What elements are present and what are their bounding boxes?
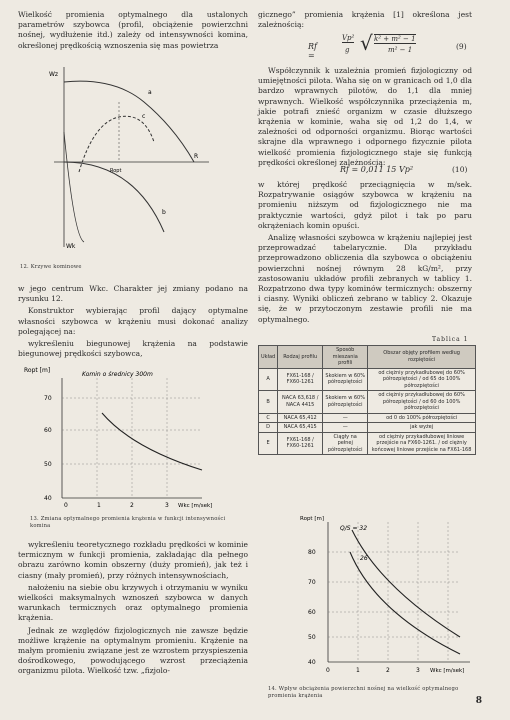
paragraph: Wielkość promienia optymalnego dla ustalonych parametrów szybowca (profil, obciążenie powierzchni nośnej, wydłużenie itd.) zależy od intensywności komina, określonej prędkością wznoszenia się mas powietrza xyxy=(18,10,248,50)
table-row: A FX61-168 / FX60-1261 Skokiem w 60% półrozpiętości od ciężniy przykadłubowej do 60% półrozpiętości / od 65 do 100% półrozpiętości xyxy=(259,368,476,391)
paragraph: Współczynnik k uzależnia promień fizjologiczny od umiejętności pilota. Waha się on w granicach od 1,0 dla bardzo wprawnych pilotów, do 1,1 dla mniej wprawnych. Wielkość współczynnika przeciążenia m, jakie potrafi znieść organizm w czasie dłuższego krążenia w kominie, waha się od 1,2 do 1,4, w zależności od odporności organizmu. Biorąc wartości skrajne dla wprawnego i odpornego fizycznie pilota wielkość promienia fizjologicznego staje się funkcją prędkości określonej zależnością: xyxy=(258,66,472,167)
fig14-ytick: 70 xyxy=(308,579,316,586)
paragraph: wykreśleniu biegunowej krążenia na podstawie biegunowej prędkości szybowca, xyxy=(18,339,248,359)
table-header: Sposób mieszania profili xyxy=(323,346,368,369)
right-column-p3 xyxy=(258,180,472,327)
paragraph: Analizę własności szybowca w krążeniu najlepiej jest przeprowadzać tabelarycznie. Dla przykładu przeprowadzono obliczenia dla szybowca o obciążeniu powierzchni nośnej równym 28 kG/m², przy zastosowaniu układów profili zebranych w tablicy 1. Rozpatrzono dwa typy kominów termicznych: obszerny i ciasny. Wyniki obliczeń zebrano w tablicy 2. Okazuje się, że w przytoczonym zestawie profili nie ma optymalnego. xyxy=(258,233,472,324)
fig13-ylabel: Ropt [m] xyxy=(24,367,51,374)
figure-14-caption: 14. Wpływ obciążenia powierzchni nośnej na wielkość optymalnego promienia krążenia xyxy=(268,686,459,699)
paragraph: wykreśleniu teoretycznego rozkładu prędkości w kominie termicznym w funkcji promienia, zakładając dla pełnego obrazu zarówno komin obszerny (duży promień), jak też i ciasny (mały promień), przy różnych intensywnościach, xyxy=(18,540,248,580)
figure-13-caption: 13. Zmiana optymalnego promienia krążenia w funkcji intensywności komina xyxy=(30,516,226,529)
table-header: Obszar objęty profilem według rozpiętości xyxy=(368,346,476,369)
left-column-bottom xyxy=(18,540,248,679)
table-row: C NACA 65,412 — od 0 do 100% półrozpiętości xyxy=(259,413,476,423)
fig13-xtick: 2 xyxy=(130,502,134,508)
fig14-xtick: 0 xyxy=(326,667,330,674)
fig14-ytick: 40 xyxy=(308,659,316,666)
paragraph: w jego centrum Wkc. Charakter jej zmiany podano na rysunku 12. xyxy=(18,284,248,304)
fig13-xlabel: Wkc [m/sek] xyxy=(178,503,213,508)
fig14-ylabel: Ropt [m] xyxy=(300,516,324,522)
fig12-label-wk: Wk xyxy=(66,243,76,250)
fig13-ytick: 60 xyxy=(44,427,52,434)
fig13-xtick: 3 xyxy=(165,502,169,508)
fig14-curve-label: 26 xyxy=(360,555,368,562)
paragraph: Jednak ze względów fizjologicznych nie zawsze będzie możliwe krążenie na optymalnym promieniu. Krążenie na małym promieniu związane jest ze wzrostem przyspieszenia dośrodkowego, powodującego wzrost przeciążenia organizmu pilota. Wielkość tzw. „fizjolo- xyxy=(18,625,248,676)
fig14-legend: Q/S = 32 xyxy=(340,525,368,532)
fig14-ytick: 60 xyxy=(308,609,316,616)
table-title: Tablica 1 xyxy=(432,336,469,343)
fig13-ytick: 70 xyxy=(44,395,52,402)
paragraph: Konstruktor wybierając profil dający optymalne własności szybowca w krążeniu musi dokonać analizy polegającej na: xyxy=(18,306,248,336)
fig14-xlabel: Wkc [m/sek] xyxy=(430,668,465,674)
table-header: Układ xyxy=(259,346,278,369)
figure-12-curves xyxy=(44,62,224,262)
left-column-mid xyxy=(18,284,248,361)
fig13-xtick: 0 xyxy=(64,502,68,508)
table-header: Rodzaj profilu xyxy=(278,346,323,369)
fig14-ytick: 80 xyxy=(308,549,316,556)
fig12-label-wz: Wz xyxy=(49,71,59,78)
fig14-xtick: 1 xyxy=(356,667,360,674)
fig12-label-c: c xyxy=(142,113,146,120)
fig12-label-r: R xyxy=(194,153,199,160)
table-row: D NACA 65,415 — jak wyżej xyxy=(259,423,476,433)
formula-10-number: (10) xyxy=(452,165,468,174)
paragraph: nałożeniu na siebie obu krzywych i otrzymaniu w wyniku wielkości maksymalnych wznoszeń szybowca w danych warunkach termicznych oraz optymalnego promienia krążenia. xyxy=(18,582,248,623)
page-number: 8 xyxy=(475,696,482,706)
table-row: B NACA 63,618 / NACA 4415 Skokiem w 60% półrozpiętości od ciężniy przykadłubowej do 60% półrozpiętości / od 60 do 100% półrozpiętości xyxy=(259,391,476,414)
right-column-top xyxy=(258,10,472,32)
fig13-ytick: 40 xyxy=(44,495,52,502)
fig12-label-ropt: Ropt xyxy=(110,168,122,174)
figure-13-chart xyxy=(22,358,227,508)
figure-12-caption: 12. Krzywe kominowe xyxy=(20,264,82,270)
fig14-xtick: 3 xyxy=(416,667,420,674)
figure-14-chart xyxy=(300,512,475,677)
paragraph: gicznego” promienia krążenia [1] określona jest zależnością: xyxy=(258,10,472,30)
fig13-xtick: 1 xyxy=(97,502,101,508)
right-column-p2 xyxy=(258,66,472,170)
paragraph: w której prędkość przeciągnięcia w m/sek. Rozpatrywanie osiągów szybowca w krążeniu na promieniu niższym od fizjologicznego nie ma praktycznie wartości, gdyż pilot i tak po paru okrążeniach komin opuści. xyxy=(258,180,472,230)
fig12-label-b: b xyxy=(162,209,166,216)
fig13-ytick: 50 xyxy=(44,461,52,468)
document-page: Wielkość promienia optymalnego dla ustalonych parametrów szybowca (profil, obciążenie powierzchni nośnej, wydłużenie itd.) zależy od intensywności komina, określonej prędkością wznoszenia się mas powietrza Wz a c b R Ropt Wk 12. Krzywe kominowe w jego centrum Wkc. Charakter jej zmiany podano na rysunku 12. Konstruktor wybierając profil dający optymalne własności szybowca w krążeniu musi dokonać analizy polegającej na: wykreśleniu biegunowej krążenia na podstawie biegunowej prędkości szybowca, Ropt [m] Komin o średnicy 300m 70 60 50 40 0 1 2 3 Wkc [m/sek] 13. Zmiana optymalnego promienia krążenia w funkcji intensywności komina wykreśleniu teoretycznego rozkładu prędkości w kominie termicznym w funkcji promienia, zakładając dla pełnego obrazu zarówno komin obszerny (duży promień), jak też i ciasny (mały promień), przy różnych intensywnościach, nałożeniu na siebie obu krzywych i otrzymaniu w wyniku wielkości maksymalnych wznoszeń szybowca w danych warunkach termicznych oraz optymalnego promienia krążenia. Jednak ze względów fizjologicznych nie zawsze będzie możliwe krążenie na optymalnym promieniu. Krążenie na małym promieniu związane jest ze wzrostem przyspieszenia dośrodkowego, powodującego wzrost przeciążenia organizmu pilota. Wielkość tzw. „fizjolo- gicznego” promienia krążenia [1] określona jest zależnością: Rf = Vp² g √ k² + m² − 1 m² − 1 (9) Współczynnik k uzależnia promień fizjologiczny od umiejętności pilota. Waha się on w granicach od 1,0 dla bardzo wprawnych pilotów, do 1,1 dla mniej wprawnych. Wielkość współczynnika przeciążenia m, jakie potrafi znieść organizm w czasie dłuższego krążenia w kominie, waha się od 1,2 do 1,4, w zależności od odporności organizmu. Biorąc wartości skrajne dla wprawnego i odpornego fizycznie pilota wielkość promienia fizjologicznego staje się funkcją prędkości określonej zależnością: Rf = 0,011 15 Vp² (10) w której prędkość przeciągnięcia w m/sek. Rozpatrywanie osiągów szybowca w krążeniu na promieniu niższym od fizjologicznego nie ma praktycznie wartości, gdyż pilot i tak po paru okrążeniach komin opuści. Analizę własności szybowca w krążeniu najlepiej jest przeprowadzać tabelarycznie. Dla przykładu przeprowadzono obliczenia dla szybowca o obciążeniu powierzchni nośnej równym 28 kG/m², przy zastosowaniu układów profili zebranych w tablicy 1. Rozpatrzono dwa typy kominów termicznych: obszerny i ciasny. Wyniki obliczeń zebrano w tablicy 2. Okazuje się, że w przytoczonym zestawie profili nie ma optymalnego. Tablica 1 Układ Rodzaj profilu Sposób mieszania profili Obszar objęty profilem według rozpiętości A FX61-168 / FX60-1261 Skokiem w 60% półrozpiętości od ciężniy przykadłubowej do 60% półrozpiętości / od 65 do 100% półrozpiętości B NACA 63,618 / NACA 4415 Skokiem w 60% półrozpiętości od ciężniy przykadłubowej do 60% półrozpiętości / od 60 do 100% półrozpiętości C NACA 65,412 — od 0 do 100% półrozpiętości D NACA 65,415 — jak wyżej E FX61-168 / FX60-1261 Ciągły na pełnej półrozpiętości od ciężniy przykadłubowej liniowe przejście na FX60-1261. / od ciężniy końcowej liniowe przejście na FX61-168 Ropt [m] Q/S = 32 26 80 70 60 50 40 0 1 2 3 Wkc [m/sek] 14. Wpływ obciążenia powierzchni nośnej na wielkość optymalnego promienia krążenia 8 xyxy=(18,10,482,706)
fig13-title: Komin o średnicy 300m xyxy=(82,371,153,378)
formula-9-number: (9) xyxy=(456,42,467,51)
fig14-ytick: 50 xyxy=(308,634,316,641)
formula-10: Rf = 0,011 15 Vp² xyxy=(340,165,414,174)
fig12-label-a: a xyxy=(148,89,152,96)
table-1 xyxy=(258,345,476,455)
table-row: E FX61-168 / FX60-1261 Ciągły na pełnej półrozpiętości od ciężniy przykadłubowej liniowe przejście na FX60-1261. / od ciężniy końcowej liniowe przejście na FX61-168 xyxy=(259,432,476,455)
fig14-xtick: 2 xyxy=(386,667,390,674)
left-column xyxy=(18,10,248,53)
